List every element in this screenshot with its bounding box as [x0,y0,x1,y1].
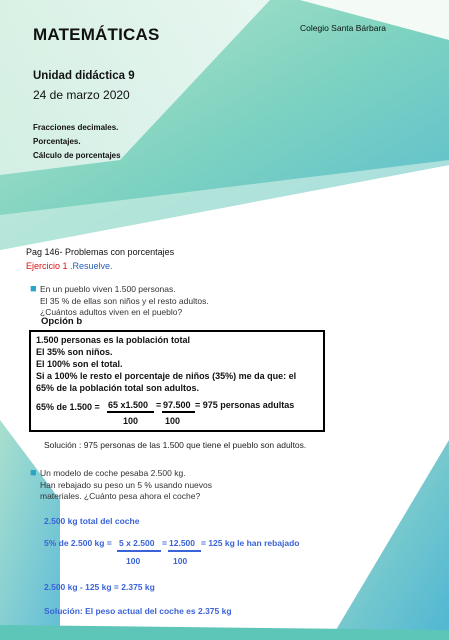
calc-equals: = [162,538,167,548]
calc-numerator: 12.500 [169,538,195,548]
problem2-solution: Solución: El peso actual del coche es 2.375 kg [44,606,232,616]
box-line: El 100% son el total. [36,359,123,369]
box-line: 1.500 personas es la población total [36,335,191,345]
problem-line: ¿Cuántos adultos viven en el pueblo? [40,307,183,317]
subtraction-line: 2.500 kg - 125 kg = 2.375 kg [44,582,155,592]
topic-item: Cálculo de porcentajes [33,151,121,160]
calc-lhs: 65% de 1.500 = [36,402,100,412]
problem-line: Un modelo de coche pesaba 2.500 kg. [40,468,186,478]
fraction-bar [117,550,161,552]
calc-lhs: 5% de 2.500 kg = [44,538,112,548]
car-total: 2.500 kg total del coche [44,516,140,526]
page-reference: Pag 146- Problemas con porcentajes [26,247,175,257]
problem1-statement [40,284,300,319]
box-line: Si a 100% le resto el porcentaje de niños (35%) me da que: el [36,371,297,381]
bullet-icon: ■ [30,467,37,479]
problem1-solution: Solución : 975 personas de las 1.500 que tiene el pueblo son adultos. [44,440,307,450]
topic-item: Porcentajes. [33,137,81,146]
exercise-instruction: .Resuelve. [70,261,113,271]
bullet-icon: ■ [30,283,37,295]
date-text: 24 de marzo 2020 [33,88,130,102]
calc-denominator: 100 [126,556,141,566]
box-line: El 35% son niños. [36,347,113,357]
calc-result: = 125 kg le han rebajado [201,538,300,548]
calc-numerator: 65 x1.500 [108,400,149,410]
problem-line: El 35 % de ellas son niños y el resto adultos. [40,295,209,306]
calc-denominator: 100 [165,416,181,426]
problem-line: Han rebajado su peso un 5 % usando nuevos [40,479,213,490]
page-title: MATEMÁTICAS [33,25,160,44]
school-name: Colegio Santa Bárbara [300,23,387,33]
exercise-label: Ejercicio 1 [26,261,68,271]
calc-numerator: 97.500 [163,400,191,410]
calc-denominator: 100 [123,416,139,426]
problem-line: En un pueblo viven 1.500 personas. [40,284,176,294]
problem-line: materiales. ¿Cuánto pesa ahora el coche? [40,491,201,501]
calc-denominator: 100 [173,556,188,566]
exercise-heading [26,261,113,271]
calc-result: = 975 personas adultas [195,400,295,410]
fraction-bar [107,411,154,413]
fraction-bar [162,411,195,413]
calc-numerator: 5 x 2.500 [119,538,155,548]
fraction-bar [168,550,201,552]
unit-heading: Unidad didáctica 9 [33,70,135,82]
problem2-statement [40,468,280,503]
topic-item: Fracciones decimales. [33,123,119,132]
box-line: 65% de la población total son adultos. [36,383,200,393]
calc-equals: = [156,400,162,410]
option-label: Opción b [41,316,83,327]
